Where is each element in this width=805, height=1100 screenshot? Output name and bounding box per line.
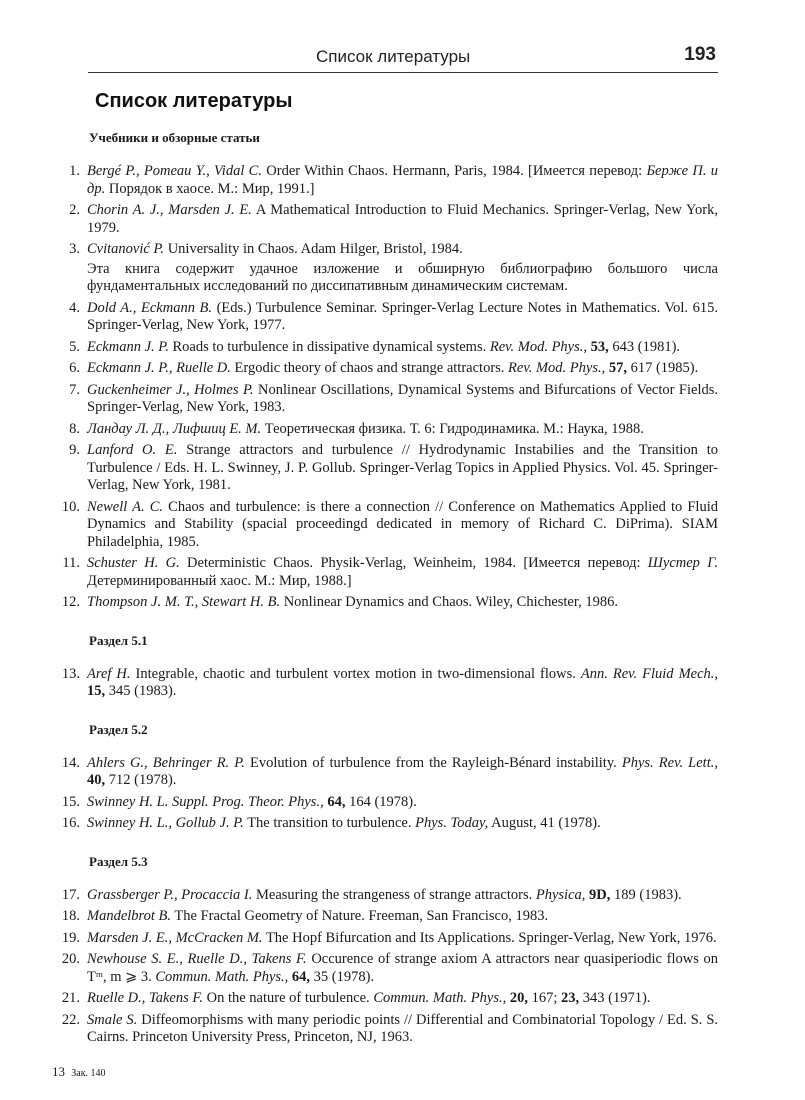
reference-authors: Guckenheimer J., Holmes P.: [87, 381, 254, 398]
reference-number: 10.: [61, 498, 80, 515]
reference-number: 21.: [61, 990, 80, 1006]
journal-name: Phys. Rev. Lett.,: [621, 754, 718, 771]
reference-authors: Mandelbrot B.: [87, 908, 172, 924]
reference-authors: Aref H.: [87, 665, 131, 682]
reference-number: 3.: [69, 241, 80, 257]
reference-text: Measuring the strangeness of strange attractors.: [256, 886, 533, 903]
reference-item: [58, 930, 718, 948]
reference-list: [58, 127, 718, 1051]
translation-text: Порядок в хаосе. М.: Мир, 1991.]: [108, 180, 315, 197]
journal-volume: 53,: [590, 338, 609, 355]
journal-volume: 23,: [561, 990, 580, 1006]
reference-text: Теоретическая физика. Т. 6: Гидродинамика. М.: Наука, 1988.: [264, 420, 644, 437]
reference-item: [58, 908, 718, 926]
reference-authors: Swinney H. L., Gollub J. P.: [87, 815, 244, 831]
reference-item: [58, 951, 718, 986]
running-head-title: Список литературы: [316, 47, 471, 66]
reference-authors: Eckmann J. P., Ruelle D.: [87, 360, 231, 376]
reference-item: [58, 555, 718, 590]
reference-number: 6.: [69, 360, 80, 376]
reference-number: 7.: [69, 381, 80, 398]
reference-authors: Lanford O. E.: [87, 442, 178, 458]
journal-name: Rev. Mod. Phys.,: [508, 360, 606, 376]
reference-number: 22.: [61, 1011, 80, 1028]
journal-pages: 164 (1978).: [349, 793, 417, 810]
reference-text: Nonlinear Dynamics and Chaos. Wiley, Chichester, 1986.: [283, 594, 618, 610]
group-gap: [58, 705, 718, 719]
reference-authors: Grassberger P., Procaccia I.: [87, 886, 253, 903]
reference-number: 5.: [69, 338, 80, 355]
reference-item: [58, 666, 718, 701]
reference-authors: Marsden J. E., McCracken M.: [87, 929, 263, 946]
reference-text: The Fractal Geometry of Nature. Freeman, San Francisco, 1983.: [174, 908, 549, 924]
reference-text: Evolution of turbulence from the Rayleigh-Bénard instability.: [250, 754, 617, 771]
journal-name: Commun. Math. Phys.,: [155, 968, 289, 985]
reference-item: [58, 442, 718, 495]
journal-pages: 712 (1978).: [108, 772, 177, 788]
reference-number: 19.: [61, 929, 80, 946]
reference-authors: Chorin A. J., Marsden J. E.: [87, 202, 252, 218]
journal-volume: 20,: [509, 990, 528, 1006]
journal-name: Ann. Rev. Fluid Mech.,: [580, 665, 719, 682]
journal-volume: 64,: [291, 968, 311, 985]
journal-volume: 40,: [87, 772, 106, 788]
reference-authors: Newell A. C.: [87, 498, 164, 515]
reference-item: [58, 1012, 718, 1047]
reference-number: 1.: [69, 163, 80, 179]
printer-signature: [52, 1064, 106, 1080]
order-number: Зак. 140: [71, 1068, 106, 1079]
journal-pages: August, 41 (1978).: [491, 815, 601, 831]
reference-authors: Bergé P., Pomeau Y., Vidal C.: [87, 163, 262, 179]
journal-pages: 35 (1978).: [313, 968, 375, 985]
reference-text: Diffeomorphisms with many periodic points // Differential and Combinatorial Topology / Ed. S. S. Cairns. Princeton University Press, Princeton, NJ, 1963.: [87, 1011, 719, 1045]
reference-item: [58, 163, 718, 198]
reference-authors: Schuster H. G.: [87, 555, 180, 571]
reference-number: 4.: [69, 299, 80, 316]
reference-text: Universality in Chaos. Adam Hilger, Bristol, 1984.: [167, 241, 463, 257]
reference-text: On the nature of turbulence.: [206, 990, 370, 1006]
reference-text: Occurence of strange axiom A attractors near quasiperiodic flows on Tᵐ, m ⩾ 3.: [87, 951, 718, 985]
journal-pages: 617 (1985).: [630, 360, 699, 376]
reference-authors: Ruelle D., Takens F.: [87, 990, 203, 1006]
reference-text: Order Within Chaos. Hermann, Paris, 1984. [Имеется перевод:: [266, 163, 643, 179]
reference-text: Nonlinear Oscillations, Dynamical Systems and Bifurcations of Vector Fields. Springer-Verlag, New York, 1983.: [87, 381, 718, 415]
journal-volume: 15,: [87, 683, 106, 699]
reference-item: [58, 421, 718, 439]
reference-number: 11.: [62, 555, 80, 571]
reference-number: 12.: [61, 594, 80, 610]
journal-pages: 189 (1983).: [614, 886, 682, 903]
reference-number: 13.: [61, 665, 80, 682]
reference-item: [58, 241, 718, 296]
reference-number: 18.: [61, 908, 80, 924]
reference-authors: Newhouse S. E., Ruelle D., Takens F.: [87, 951, 307, 967]
reference-number: 14.: [61, 754, 80, 771]
journal-pages: 643 (1981).: [612, 338, 681, 355]
reference-item: [58, 339, 718, 357]
reference-text: Deterministic Chaos. Physik-Verlag, Weinheim, 1984. [Имеется перевод:: [187, 555, 641, 571]
reference-item: [58, 382, 718, 417]
running-head: [88, 44, 718, 74]
reference-authors: Ландау Л. Д., Лифшиц Е. М.: [87, 420, 262, 437]
translation-authors: Шустер Г.: [647, 555, 719, 571]
translation-authors: Берже П. и др.: [87, 163, 719, 197]
reference-note: Эта книга содержит удачное изложение и обширную библиографию большого числа фундаментальных исследований по диссипативным динамическим системам.: [87, 260, 718, 294]
reference-item: [58, 887, 718, 905]
reference-item: [58, 360, 718, 378]
reference-authors: Thompson J. M. T., Stewart H. B.: [87, 594, 281, 610]
reference-item: [58, 755, 718, 790]
journal-name: Physica,: [535, 886, 586, 903]
header-rule: [88, 72, 718, 73]
subsection-heading: Учебники и обзорные статьи: [89, 130, 260, 145]
reference-item: [58, 202, 718, 237]
subsection-heading: Раздел 5.2: [89, 721, 148, 737]
reference-item: [58, 990, 718, 1008]
reference-authors: Ahlers G., Behringer R. P.: [87, 754, 245, 771]
reference-item: [58, 300, 718, 335]
reference-item: [58, 794, 718, 812]
reference-authors: Dold A., Eckmann B.: [87, 299, 212, 316]
journal-pages: 345 (1983).: [108, 683, 177, 699]
group-gap: [58, 616, 718, 630]
group-gap: [58, 837, 718, 851]
reference-number: 16.: [61, 815, 80, 831]
section-title: Список литературы: [95, 90, 293, 112]
reference-text: Integrable, chaotic and turbulent vortex motion in two-dimensional flows.: [135, 665, 576, 682]
reference-authors: Cvitanović P.: [87, 241, 165, 257]
reference-number: 17.: [61, 886, 80, 903]
reference-text: A Mathematical Introduction to Fluid Mechanics. Springer-Verlag, New York, 1979.: [87, 202, 719, 236]
reference-number: 15.: [61, 793, 80, 810]
reference-text: Chaos and turbulence: is there a connection // Conference on Mathematics Applied to Fluid Dynamics and Stability (spacial proceedingd dedicated in memory of Richard C. DiPrima). SIAM Philadelphia, 1985.: [87, 498, 718, 550]
reference-text: (Eds.) Turbulence Seminar. Springer-Verlag Lecture Notes in Mathematics. Vol. 615. Springer-Verlag, New York, 1977.: [87, 299, 718, 333]
reference-item: [58, 594, 718, 612]
journal-name: Phys. Today,: [415, 815, 489, 831]
signature-number: 13: [52, 1064, 65, 1079]
journal-pages: 343 (1971).: [582, 990, 651, 1006]
translation-text: Детерминированный хаос. М.: Мир, 1988.]: [87, 572, 352, 589]
reference-text: The Hopf Bifurcation and Its Applications. Springer-Verlag, New York, 1976.: [265, 929, 717, 946]
reference-authors: Eckmann J. P.: [87, 338, 169, 355]
reference-number: 9.: [69, 442, 80, 458]
subsection-heading: Раздел 5.3: [89, 853, 148, 869]
subsection-heading: Раздел 5.1: [89, 632, 148, 648]
journal-name: Commun. Math. Phys.,: [373, 990, 507, 1006]
reference-text: The transition to turbulence.: [247, 815, 412, 831]
journal-name: Suppl. Prog. Theor. Phys.,: [171, 793, 324, 810]
page-number: 193: [684, 44, 716, 65]
journal-volume: 57,: [608, 360, 627, 376]
reference-number: 20.: [61, 951, 80, 967]
journal-volume: 9D,: [589, 886, 611, 903]
journal-pages: 167;: [531, 990, 558, 1006]
reference-item: [58, 815, 718, 833]
reference-authors: Smale S.: [87, 1011, 138, 1028]
reference-number: 2.: [69, 202, 80, 218]
journal-volume: 64,: [327, 793, 346, 810]
reference-number: 8.: [69, 420, 80, 437]
reference-text: Strange attractors and turbulence // Hydrodynamic Instabilies and the Transition to Turbulence / Eds. H. L. Swinney, J. P. Gollub. Springer-Verlag Topics in Applied Physics. Vol. 45. Springer-Verlag, New York, 1981.: [87, 442, 719, 493]
reference-item: [58, 499, 718, 552]
journal-name: Rev. Mod. Phys.,: [489, 338, 588, 355]
reference-text: Roads to turbulence in dissipative dynamical systems.: [172, 338, 487, 355]
reference-text: Ergodic theory of chaos and strange attractors.: [234, 360, 505, 376]
reference-authors: Swinney H. L.: [87, 793, 169, 810]
